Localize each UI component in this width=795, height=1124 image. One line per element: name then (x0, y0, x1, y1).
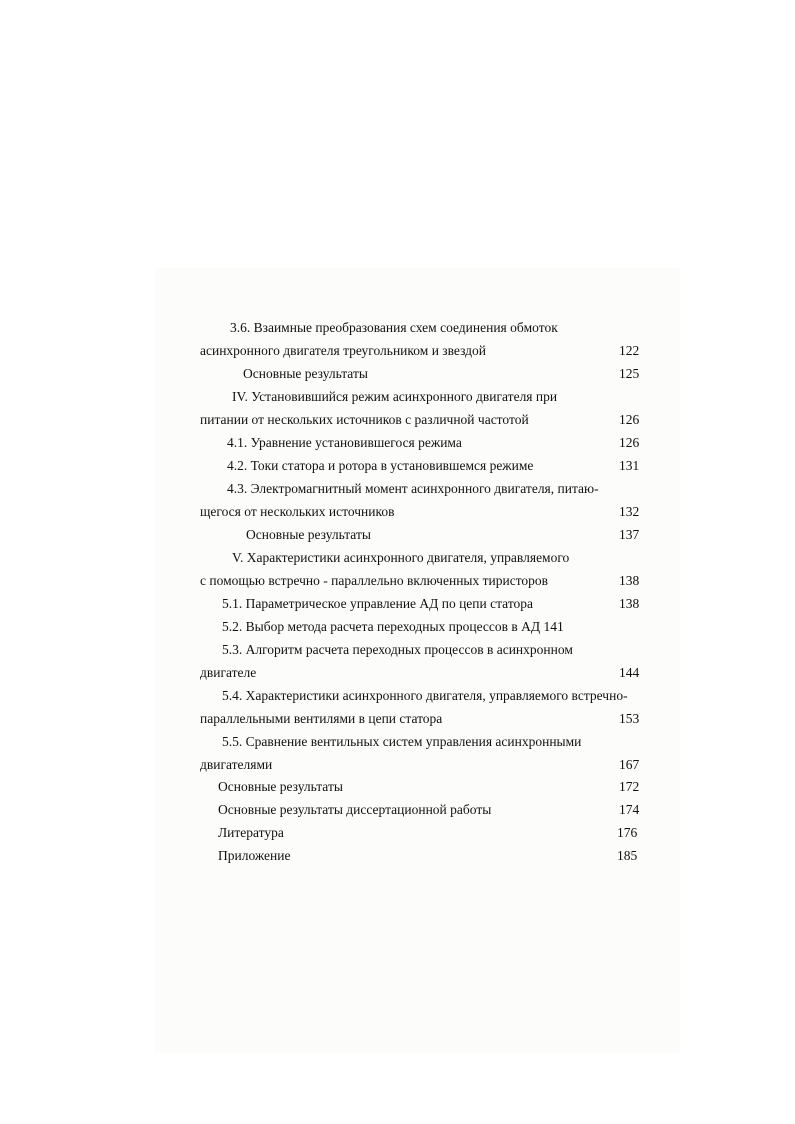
toc-page-number: 126 (619, 435, 640, 450)
toc-line-4-3-title: 4.3. Электромагнитный момент асинхронного двигателя, питаю- (227, 481, 599, 496)
toc-page-number: 132 (619, 504, 640, 519)
toc-line-chapter-5-title: V. Характеристики асинхронного двигателя, управляемого (232, 550, 570, 565)
toc-page-number: 172 (619, 779, 640, 794)
toc-page-number: 122 (619, 343, 640, 358)
toc-page-number: 167 (619, 757, 640, 772)
toc-line-results-3: Основные результаты (243, 366, 368, 381)
toc-page-number: 138 (619, 596, 640, 611)
toc-line-appendix: Приложение (218, 848, 291, 863)
toc-line-5-5-cont: двигателями (200, 757, 273, 772)
toc-line-4-2: 4.2. Токи статора и ротора в установившемся режиме (227, 458, 534, 473)
toc-line-chapter-5-cont: с помощью встречно - параллельно включенных тиристоров (200, 573, 549, 588)
toc-line-chapter-4-cont: питании от нескольких источников с различной частотой (200, 412, 529, 427)
scanned-sheet (155, 268, 680, 1053)
toc-line-thesis-results: Основные результаты диссертационной работы (218, 802, 492, 817)
toc-line-5-4-title: 5.4. Характеристики асинхронного двигателя, управляемого встречно- (222, 688, 628, 703)
toc-page-number: 144 (619, 665, 640, 680)
toc-line-results-5: Основные результаты (218, 779, 343, 794)
toc-page-number: 176 (617, 825, 638, 840)
toc-line-4-1: 4.1. Уравнение установившегося режима (227, 435, 462, 450)
toc-line-3-6-cont: асинхронного двигателя треугольником и звездой (200, 343, 487, 358)
toc-line-5-3-cont: двигателе (200, 665, 257, 680)
toc-page-number: 137 (619, 527, 640, 542)
toc-line-3-6-title: 3.6. Взаимные преобразования схем соединения обмоток (230, 320, 558, 335)
toc-line-chapter-4-title: IV. Установившийся режим асинхронного двигателя при (232, 389, 558, 404)
toc-line-5-3-title: 5.3. Алгоритм расчета переходных процессов в асинхронном (222, 642, 573, 657)
toc-line-results-4: Основные результаты (246, 527, 371, 542)
toc-page-number: 125 (619, 366, 640, 381)
toc-line-5-4-cont: параллельными вентилями в цепи статора (200, 711, 443, 726)
toc-page-number: 185 (617, 848, 638, 863)
toc-line-literature: Литература (218, 825, 284, 840)
toc-line-4-3-cont: щегося от нескольких источников (200, 504, 395, 519)
toc-line-5-2: 5.2. Выбор метода расчета переходных процессов в АД 141 (222, 619, 564, 634)
toc-page-number: 174 (619, 802, 640, 817)
toc-page-number: 126 (619, 412, 640, 427)
toc-page-number: 138 (619, 573, 640, 588)
toc-page-number: 131 (619, 458, 640, 473)
toc-line-5-1: 5.1. Параметрическое управление АД по цепи статора (222, 596, 534, 611)
toc-line-5-5-title: 5.5. Сравнение вентильных систем управления асинхронными (222, 734, 582, 749)
toc-page-number: 153 (619, 711, 640, 726)
